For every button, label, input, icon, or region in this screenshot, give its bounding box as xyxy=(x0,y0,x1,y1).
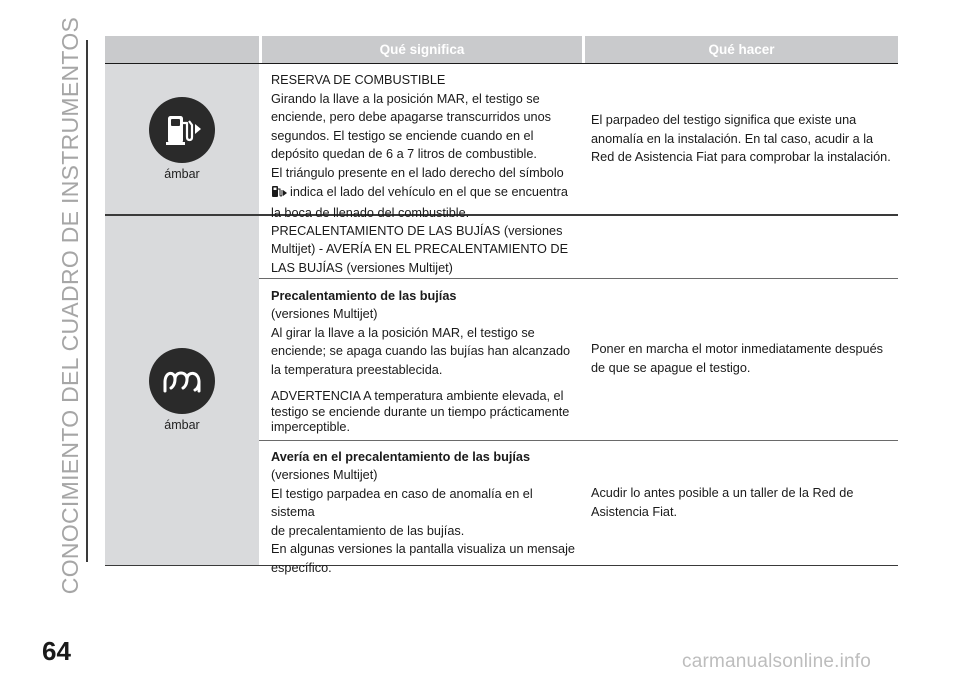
page-number: 64 xyxy=(42,636,71,666)
table-header xyxy=(105,36,898,63)
fuel-pump-icon xyxy=(149,97,215,163)
header-action: Qué hacer xyxy=(585,36,898,63)
header-icon-cell xyxy=(105,36,259,63)
table-row-fuel-reserve xyxy=(105,64,898,221)
glow-icon-cell xyxy=(105,216,259,565)
fuel-meaning: RESERVA DE COMBUSTIBLE Girando la llave a la posición MAR, el testigo se enciende, pero debe apagarse transcurridos unos segundos. El testigo se enciende cuando en el depósito quedan de 6 a 7 litros de combustible. El triángulo presente en el lado derecho del símbolo indica el lado del vehículo en el que se encuentra la boca de llenado del combustible. xyxy=(271,73,568,221)
section-title-vertical: CONOCIMIENTO DEL CUADRO DE INSTRUMENTOS xyxy=(57,16,84,594)
warning-lights-table xyxy=(105,36,898,576)
table-row-glow-plugs xyxy=(105,216,898,576)
fuel-pump-small-icon xyxy=(271,185,287,205)
side-divider xyxy=(86,40,88,562)
glow-icon-color: ámbar xyxy=(164,418,200,432)
fault-meaning: Avería en el precalentamiento de las bujías (versiones Multijet) El testigo parpadea en caso de anomalía en el sistema de precalentamiento de las bujías. En algunas versiones la pantalla visualiza un mensaje específico. xyxy=(271,449,575,576)
watermark: carmanualsonline.info xyxy=(682,651,872,672)
fault-action: Acudir lo antes posible a un taller de la Red de Asistencia Fiat. xyxy=(591,485,854,519)
fuel-action: El parpadeo del testigo significa que existe una anomalía en la instalación. En tal caso, acudir a la Red de Asistencia Fiat para comprobar la instalación. xyxy=(591,113,891,165)
header-meaning: Qué significa xyxy=(262,36,582,63)
fuel-icon-color: ámbar xyxy=(164,167,200,181)
fuel-icon-cell xyxy=(105,64,259,214)
glow-title: PRECALENTAMIENTO DE LAS BUJÍAS (versiones Multijet) - AVERÍA EN EL PRECALENTAMIENTO DE LAS BUJÍAS (versiones Multijet) xyxy=(271,223,569,275)
preheat-meaning: Precalentamiento de las bujías (versiones Multijet) Al girar la llave a la posición MAR, el testigo se enciende; se apaga cuando las bujías han alcanzado la temperatura preestablecida. ADVERTENCIA A temperatura ambiente elevada, el testigo se enciende durante un tiempo prácticamente imperceptible. xyxy=(271,288,571,435)
glow-plug-icon xyxy=(149,348,215,414)
preheat-action: Poner en marcha el motor inmediatamente después de que se apague el testigo. xyxy=(591,342,883,375)
